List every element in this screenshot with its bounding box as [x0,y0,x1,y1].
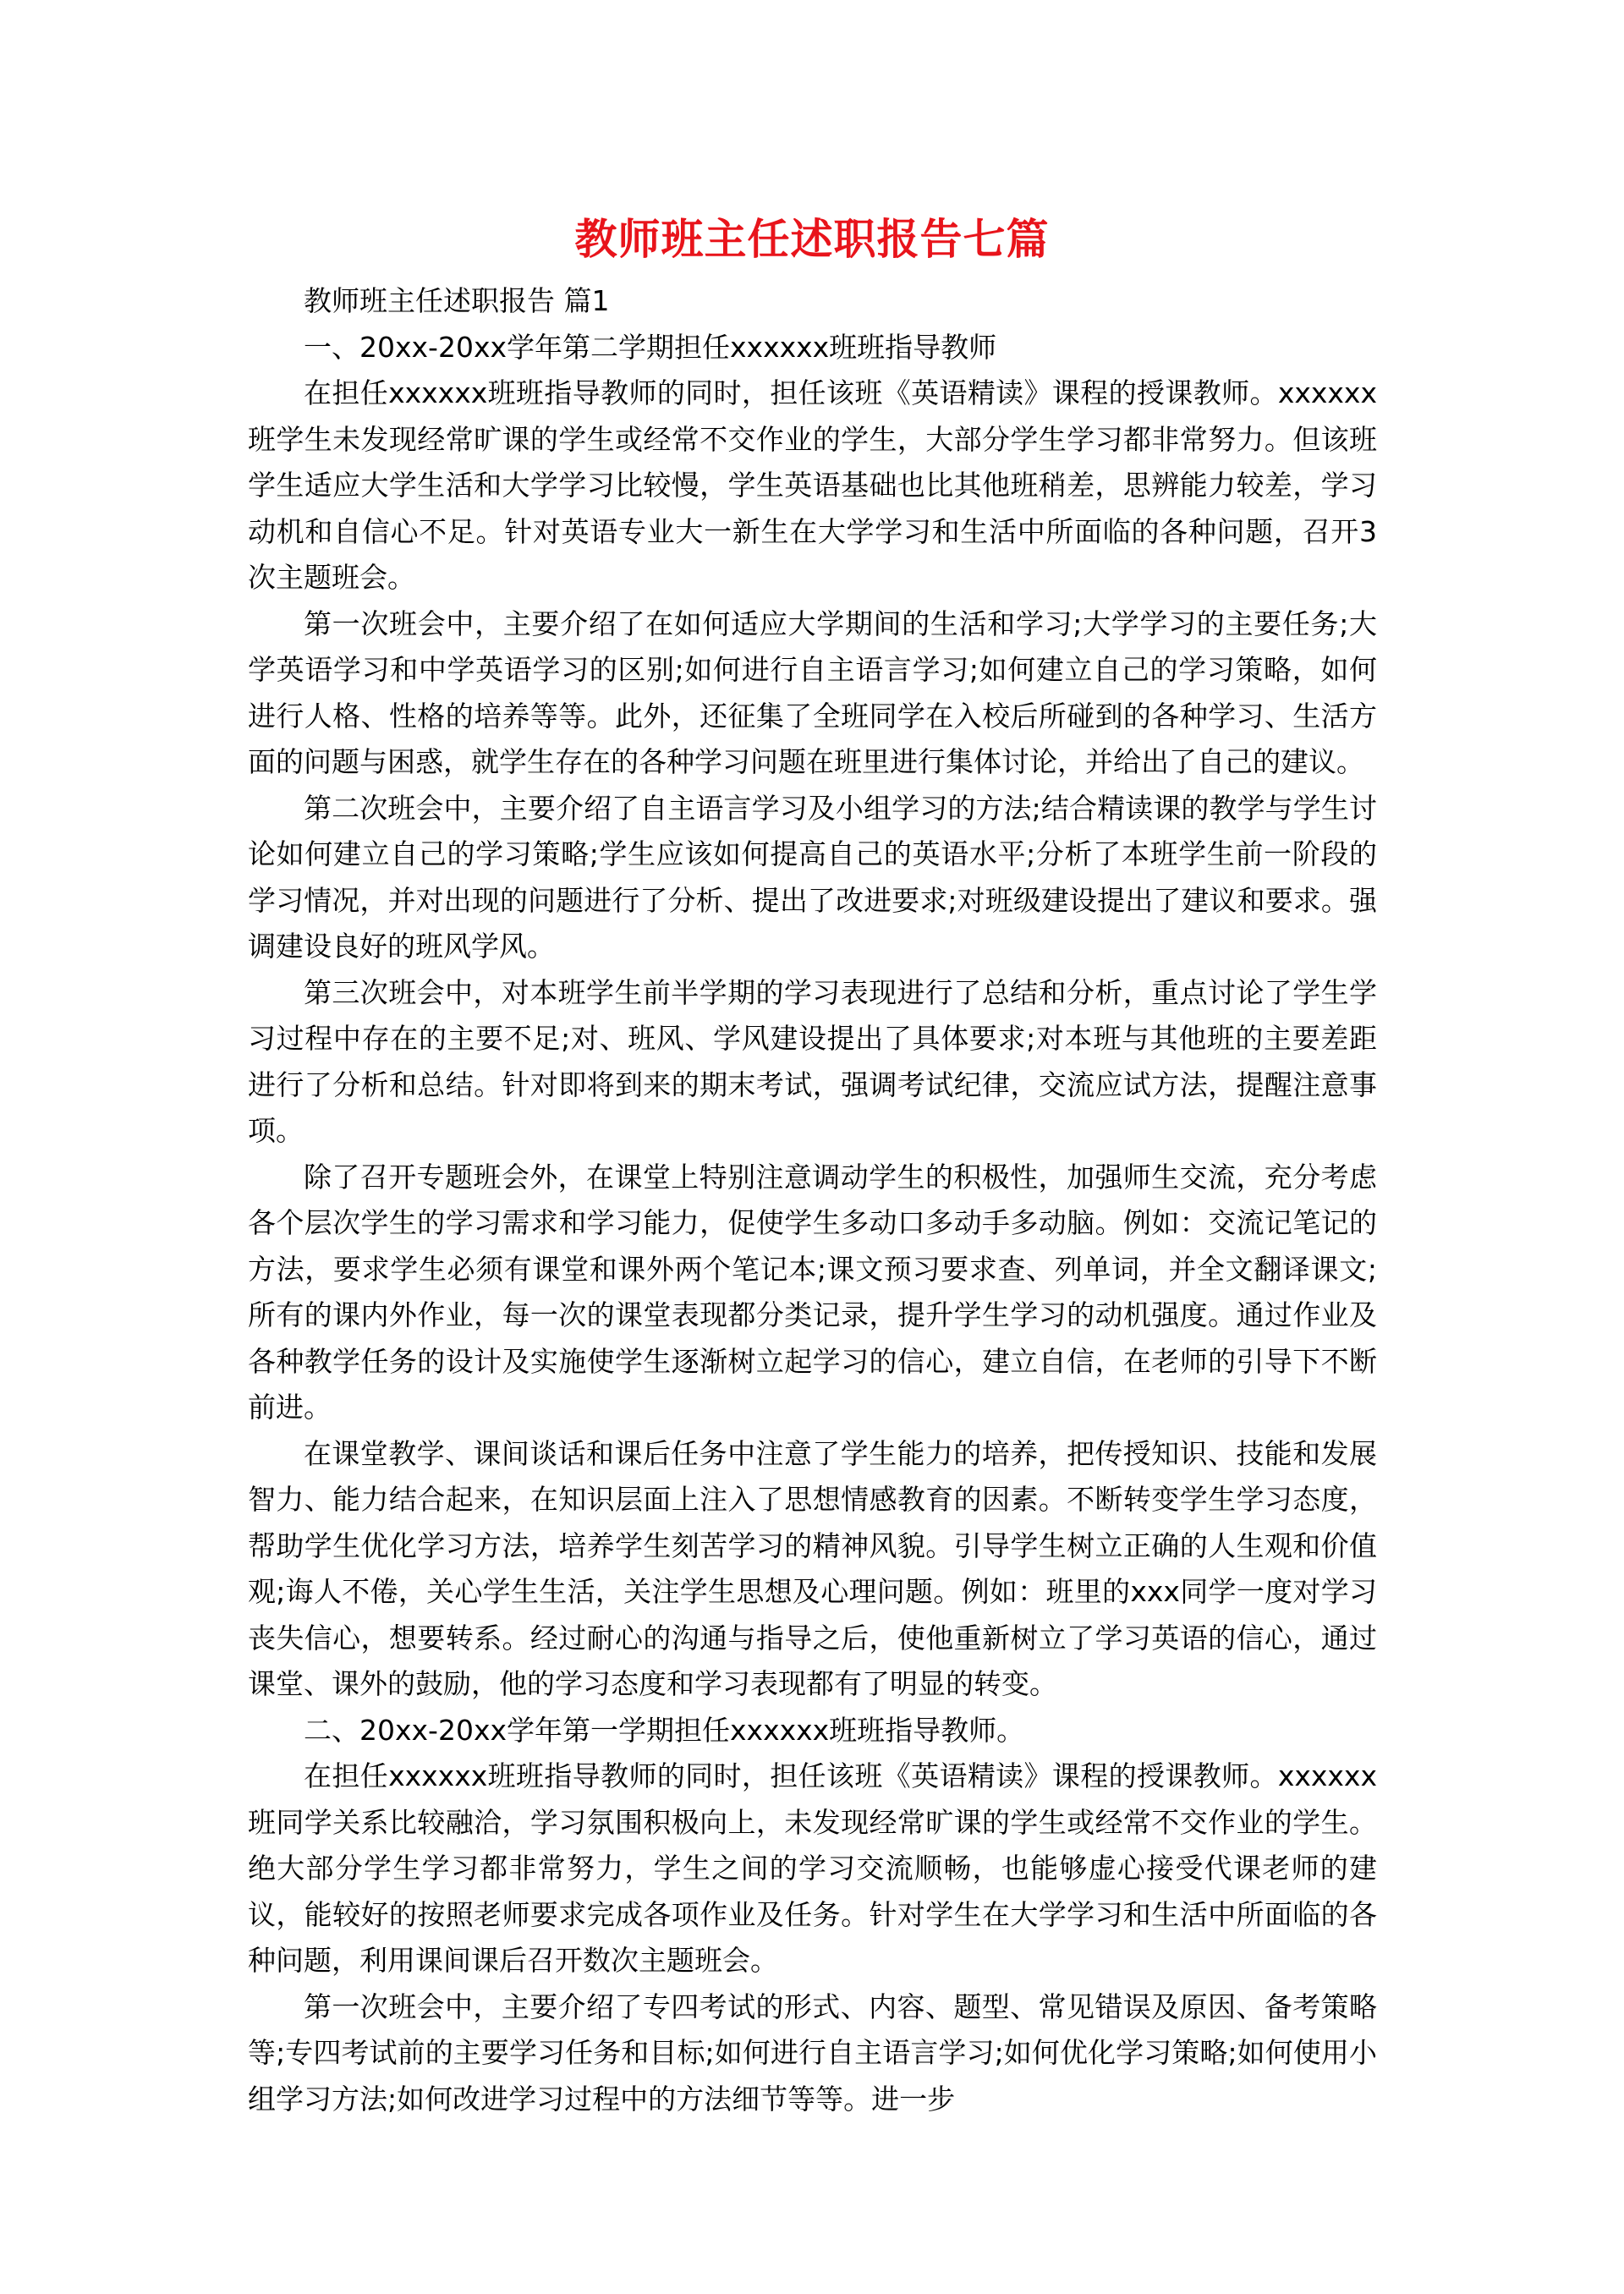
paragraph-6: 在课堂教学、课间谈话和课后任务中注意了学生能力的培养，把传授知识、技能和发展智力、能力结合起来，在知识层面上注入了思想情感教育的因素。不断转变学生学习态度，帮助学生优化学习方法，培养学生刻苦学习的精神风貌。引导学生树立正确的人生观和价值观;诲人不倦，关心学生生活，关注学生思想及心理问题。例如：班里的xxx同学一度对学习丧失信心，想要转系。经过耐心的沟通与指导之后，使他重新树立了学习英语的信心，通过课堂、课外的鼓励，他的学习态度和学习表现都有了明显的转变。 [248,1436,1377,1700]
paragraph-7: 在担任xxxxxx班班指导教师的同时，担任该班《英语精读》课程的授课教师。xxxxxx班同学关系比较融洽，学习氛围积极向上，未发现经常旷课的学生或经常不交作业的学生。绝大部分学生学习都非常努力，学生之间的学习交流顺畅，也能够虚心接受代课老师的建议，能较好的按照老师要求完成各项作业及任务。针对学生在大学学习和生活中所面临的各种问题，利用课间课后召开数次主题班会。 [248,1759,1377,1977]
document-body [248,278,1377,2122]
paragraph-1: 在担任xxxxxx班班指导教师的同时，担任该班《英语精读》课程的授课教师。xxxxxx班学生未发现经常旷课的学生或经常不交作业的学生，大部分学生学习都非常努力。但该班学生适应大学生活和大学学习比较慢，学生英语基础也比其他班稍差，思辨能力较差，学习动机和自信心不足。针对英语专业大一新生在大学学习和生活中所面临的各种问题，召开3次主题班会。 [248,376,1377,594]
section-heading-2: 二、20xx-20xx学年第一学期担任xxxxxx班班指导教师。 [304,1713,1025,1747]
document-title: 教师班主任述职报告七篇 [574,214,1050,264]
paragraph-5: 除了召开专题班会外，在课堂上特别注意调动学生的积极性，加强师生交流，充分考虑各个层次学生的学习需求和学习能力，促使学生多动口多动手多动脑。例如：交流记笔记的方法，要求学生必须有课堂和课外两个笔记本;课文预习要求查、列单词，并全文翻译课文;所有的课内外作业，每一次的课堂表现都分类记录，提升学生学习的动机强度。通过作业及各种教学任务的设计及实施使学生逐渐树立起学习的信心，建立自信，在老师的引导下不断前进。 [248,1160,1377,1424]
section-heading-1: 一、20xx-20xx学年第二学期担任xxxxxx班班指导教师 [304,330,997,364]
paragraph-4: 第三次班会中，对本班学生前半学期的学习表现进行了总结和分析，重点讨论了学生学习过程中存在的主要不足;对、班风、学风建设提出了具体要求;对本班与其他班的主要差距进行了分析和总结。针对即将到来的期末考试，强调考试纪律，交流应试方法，提醒注意事项。 [248,975,1377,1147]
paragraph-2: 第一次班会中，主要介绍了在如何适应大学期间的生活和学习;大学学习的主要任务;大学英语学习和中学英语学习的区别;如何进行自主语言学习;如何建立自己的学习策略，如何进行人格、性格的培养等等。此外，还征集了全班同学在入校后所碰到的各种学习、生活方面的问题与困惑，就学生存在的各种学习问题在班里进行集体讨论，并给出了自己的建议。 [248,606,1377,778]
section-label: 教师班主任述职报告 篇1 [304,284,610,317]
paragraph-3: 第二次班会中，主要介绍了自主语言学习及小组学习的方法;结合精读课的教学与学生讨论如何建立自己的学习策略;学生应该如何提高自己的英语水平;分析了本班学生前一阶段的学习情况，并对出现的问题进行了分析、提出了改进要求;对班级建设提出了建议和要求。强调建设良好的班风学风。 [248,791,1377,963]
paragraph-8: 第一次班会中，主要介绍了专四考试的形式、内容、题型、常见错误及原因、备考策略等;专四考试前的主要学习任务和目标;如何进行自主语言学习;如何优化学习策略;如何使用小组学习方法;如何改进学习过程中的方法细节等等。进一步 [248,1989,1377,2116]
